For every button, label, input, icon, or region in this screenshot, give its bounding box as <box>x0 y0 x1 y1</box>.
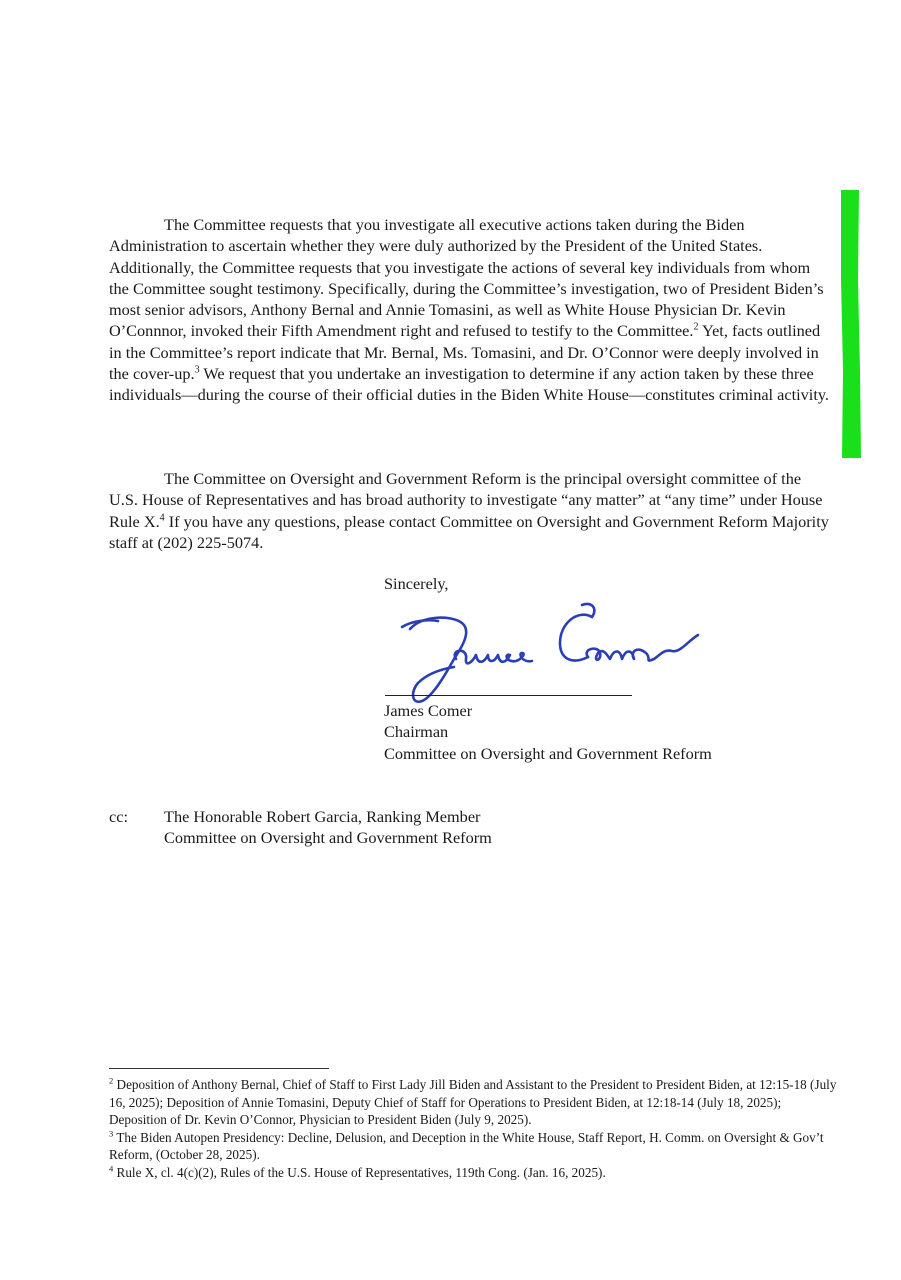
signer-block <box>384 700 712 764</box>
signer-name: James Comer <box>384 701 473 720</box>
footnote-ref-2: 2 <box>693 322 699 334</box>
cc-line-2: Committee on Oversight and Government Reform <box>164 828 492 848</box>
footnote-number: 4 <box>109 1163 114 1174</box>
p2-text-b: If you have any questions, please contact Committee on Oversight and Government Reform Majority staff at (202) 225-5074. <box>109 511 829 552</box>
body-paragraph-2 <box>109 468 829 553</box>
signature-line <box>385 695 632 696</box>
footnote-text: Deposition of Anthony Bernal, Chief of Staff to First Lady Jill Biden and Assistant to the President to President Biden, at 12:15-18 (July 16, 2025); Deposition of Annie Tomasini, Deputy Chief of Staff for Operations to President Biden, at 12:18-14 (July 18, 2025); Deposition of Dr. Kevin O’Connor, Physician to President Biden (July 9, 2025). <box>109 1077 837 1128</box>
footnote-text: The Biden Autopen Presidency: Decline, Delusion, and Deception in the White House, Staff Report, H. Comm. on Oversight & Gov’t Reform, (October 28, 2025). <box>109 1129 824 1163</box>
footnote-2 <box>109 1076 839 1129</box>
cc-line-1: The Honorable Robert Garcia, Ranking Member <box>164 807 481 826</box>
body-paragraph-1 <box>109 214 829 406</box>
signer-committee: Committee on Oversight and Government Reform <box>384 743 712 763</box>
footnote-ref-3: 3 <box>194 364 200 376</box>
p2-text-a: The Committee on Oversight and Government Reform is the principal oversight committee of the U.S. House of Representatives and has broad authority to investigate “any matter” at “any time” under House Rule X. <box>109 469 823 531</box>
p1-text-c: We request that you undertake an investigation to determine if any action taken by these three individuals—during the course of their official duties in the Biden White House—constitutes criminal activity. <box>109 364 829 405</box>
cc-label: cc: <box>109 807 128 826</box>
footnote-divider <box>109 1068 329 1069</box>
footnote-number: 3 <box>109 1128 114 1139</box>
footnote-text: Rule X, cl. 4(c)(2), Rules of the U.S. House of Representatives, 119th Cong. (Jan. 16, 2025). <box>116 1164 606 1180</box>
footnotes <box>109 1076 839 1182</box>
footnote-3 <box>109 1129 839 1164</box>
p1-text-b: Yet, facts outlined in the Committee’s report indicate that Mr. Bernal, Ms. Tomasini, and Dr. O’Connor were deeply involved in the cover-up. <box>109 321 821 384</box>
p1-text-a: The Committee requests that you investigate all executive actions taken during the Biden Administration to ascertain whether they were duly authorized by the President of the United States. Additionally, the Committee requests that you investigate the actions of several key individuals from whom the Committee sought testimony. Specifically, during the Committee’s investigation, two of President Biden’s most senior advisors, Anthony Bernal and Annie Tomasini, as well as White House Physician Dr. Kevin O’Connnor, invoked their Fifth Amendment right and refused to testify to the Committee. <box>109 215 824 341</box>
green-highlight-mark <box>839 190 863 458</box>
footnote-number: 2 <box>109 1075 114 1086</box>
salutation: Sincerely, <box>384 574 449 593</box>
footnote-ref-4: 4 <box>159 512 165 524</box>
cc-recipient <box>164 806 492 849</box>
footnote-4 <box>109 1164 839 1182</box>
signer-title: Chairman <box>384 722 449 742</box>
